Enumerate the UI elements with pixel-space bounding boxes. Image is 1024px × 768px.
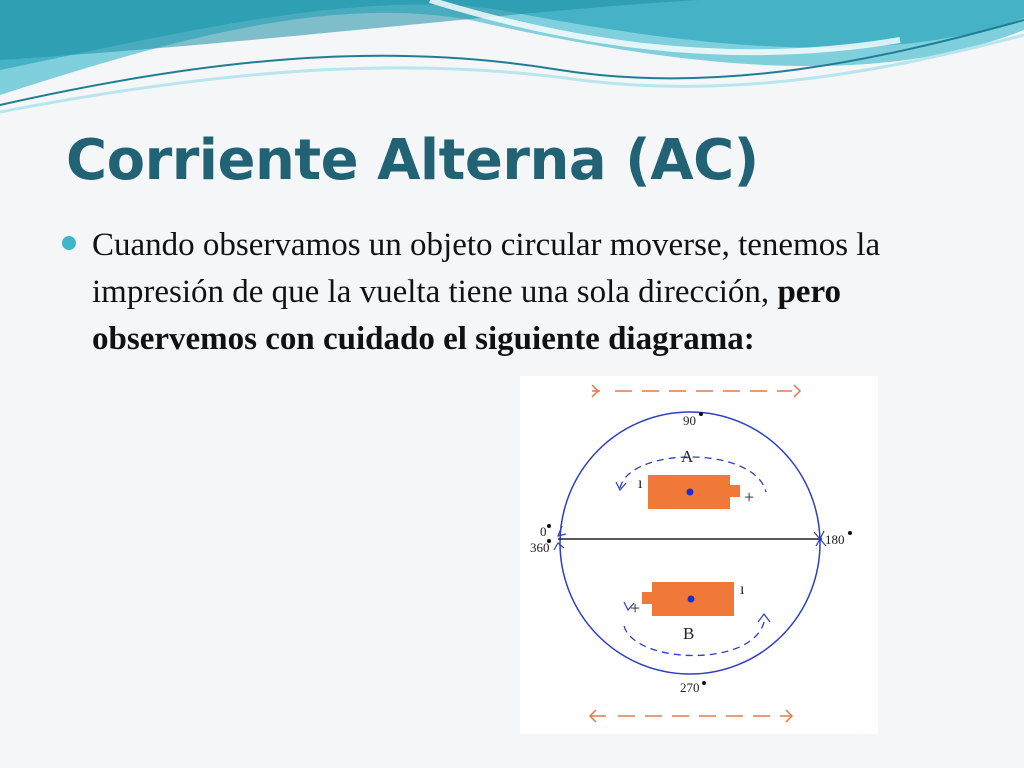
rotation-diagram-svg (520, 376, 878, 734)
bullet-item (62, 222, 962, 363)
header-waves-decoration (0, 0, 1024, 120)
bullet-text-bold: pero observemos con cuidado el siguiente diagrama: (92, 274, 841, 357)
magnet-b-minus: ı (740, 581, 745, 598)
bottom-direction-arrow (590, 710, 792, 722)
bullet-text-normal: Cuando observamos un objeto circular moverse, tenemos la impresión de que la vuelta tiene una sola dirección, (92, 227, 881, 310)
magnet-a-label: A (681, 447, 694, 466)
angle-label-0: 0 (540, 524, 547, 539)
magnet-b-plus: + (630, 598, 641, 618)
magnet-a-plus: + (744, 487, 755, 507)
magnet-b-tab (642, 592, 652, 604)
magnet-a-minus: ı (638, 475, 643, 492)
angle-label-90: 90 (683, 413, 696, 428)
top-direction-arrow (592, 385, 800, 397)
slide-title: Corriente Alterna (AC) (66, 128, 759, 193)
bullet-text (92, 222, 962, 363)
magnet-a-center (687, 489, 694, 496)
magnet-b-label: B (683, 624, 695, 643)
bullet-dot-icon (62, 236, 76, 250)
rotation-diagram (520, 376, 878, 734)
magnet-a-tab (730, 485, 740, 497)
angle-label-360: 360 (530, 540, 550, 555)
angle-label-270: 270 (680, 680, 700, 695)
magnet-b-center (688, 596, 695, 603)
angle-label-180: 180 (825, 532, 845, 547)
